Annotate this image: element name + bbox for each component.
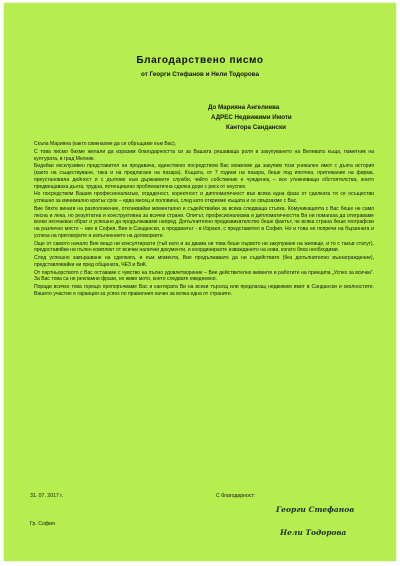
letter-date: 31. 07. 2017 г. — [30, 493, 63, 499]
letter-page — [4, 3, 396, 561]
paragraph: Поради всичко това горещо препоръчваме Вас и кантората Ви на всеки търсещ или предлагащ недвижим имот в Сандански и околностите. Вашето участие е гаранция за успех по правилния начин за всяка една от страните. — [34, 284, 374, 297]
paragraph: Още от самото начало Вие вещо ни консултирахте (тъй като и за двама ни това беше първото ни закупуване на жилище, и то с такъв статут), предоставяйки ни пълен комплект от всички налични документи, и координирахте изваждането на нови, когато бяха необходими. — [34, 240, 374, 254]
paragraph: Вие бяхте винаги на разположение, откликвайки моментално и съдействайки за всяка следваща стъпка. Комуникацията с Вас беше не само лесна и лека, но резултатна и конструктивна за всички страни. Опитът, професионализма и дипломатичността Ви ни помагаха да отиграваме всеки неочакван обрат и успешно да продължаваме напред. Допълнително предизвикателство беше фактът, че всяка страна беше географски на различно място – ние в София, Вие в Сандански, а продавачът - в Израел, с представител в София. Но и това не попречи на бързината и успеха на преговорите и изпълнението на договорките. — [34, 205, 374, 239]
paragraph: От партньорството с Вас оставаме с чувство на пълно удовлетворение – Вие действително живеете и работите на принципа „Успех за всички“. За Вас това са не рекламни фрази, но живо мото, което следвате ежедневно. — [34, 269, 374, 283]
recipient-company: АДРЕС Недвижими Имоти — [211, 114, 292, 121]
letter-subtitle: от Георги Стефанов и Нели Тодорова — [141, 71, 259, 78]
signature-georgi: Георги Стефанов — [276, 505, 355, 514]
signature-neli: Нели Тодорова — [280, 528, 347, 537]
paragraph: След успешно завършване на сделката, и към момента, Вие продължавате да ни съдействате (без допълнително възнаграждение), представлявайки ни пред общината, ЧЕЗ и ВиК. — [34, 255, 374, 268]
paragraph: Но посредством Вашия професионализъм, отдаденост, коректност и дипломатичност във всяка една фаза от сделката тя се осъществи успешно за минимално кратък срок – едва месец и половина, след като открихме къщата и се свързахме с Вас. — [34, 191, 374, 204]
letter-title: Благодарствено писмо — [136, 55, 264, 66]
recipient-office: Кантора Сандански — [226, 124, 286, 131]
letter-place: Гр. София — [30, 521, 55, 527]
paragraph-greeting: Скъпа Марияна (както свикнахме да се обръщаме към Вас), — [34, 141, 177, 147]
paragraph: Бидейки ексклузивен представител на продавача, единствено посредством Вас можехме да закупим този уникален имот с дълга история (както на съществуване, така и на предлагане на пазара). Къщата, от 7 години на пазара, беше под ипотека, притежание на фирма, преустановила дейност и с дългове към държавните служби, чийто собственик е чужденец – все утежняващи обстоятелства, които предвещаваха дълга, трудна, потенциално проблематична сделка дори с риск от неуспех. — [34, 163, 374, 190]
closing-text: С благодарност: — [216, 493, 256, 499]
letter-body — [34, 141, 374, 299]
recipient-name: До Марияна Ангелиева — [208, 104, 280, 111]
paragraph: С това писмо бихме желали да изразим благодарността си за Вашата решаваща роля в закупуването на Велевата къща, паметник на културата, в град Мелник. — [34, 148, 374, 162]
